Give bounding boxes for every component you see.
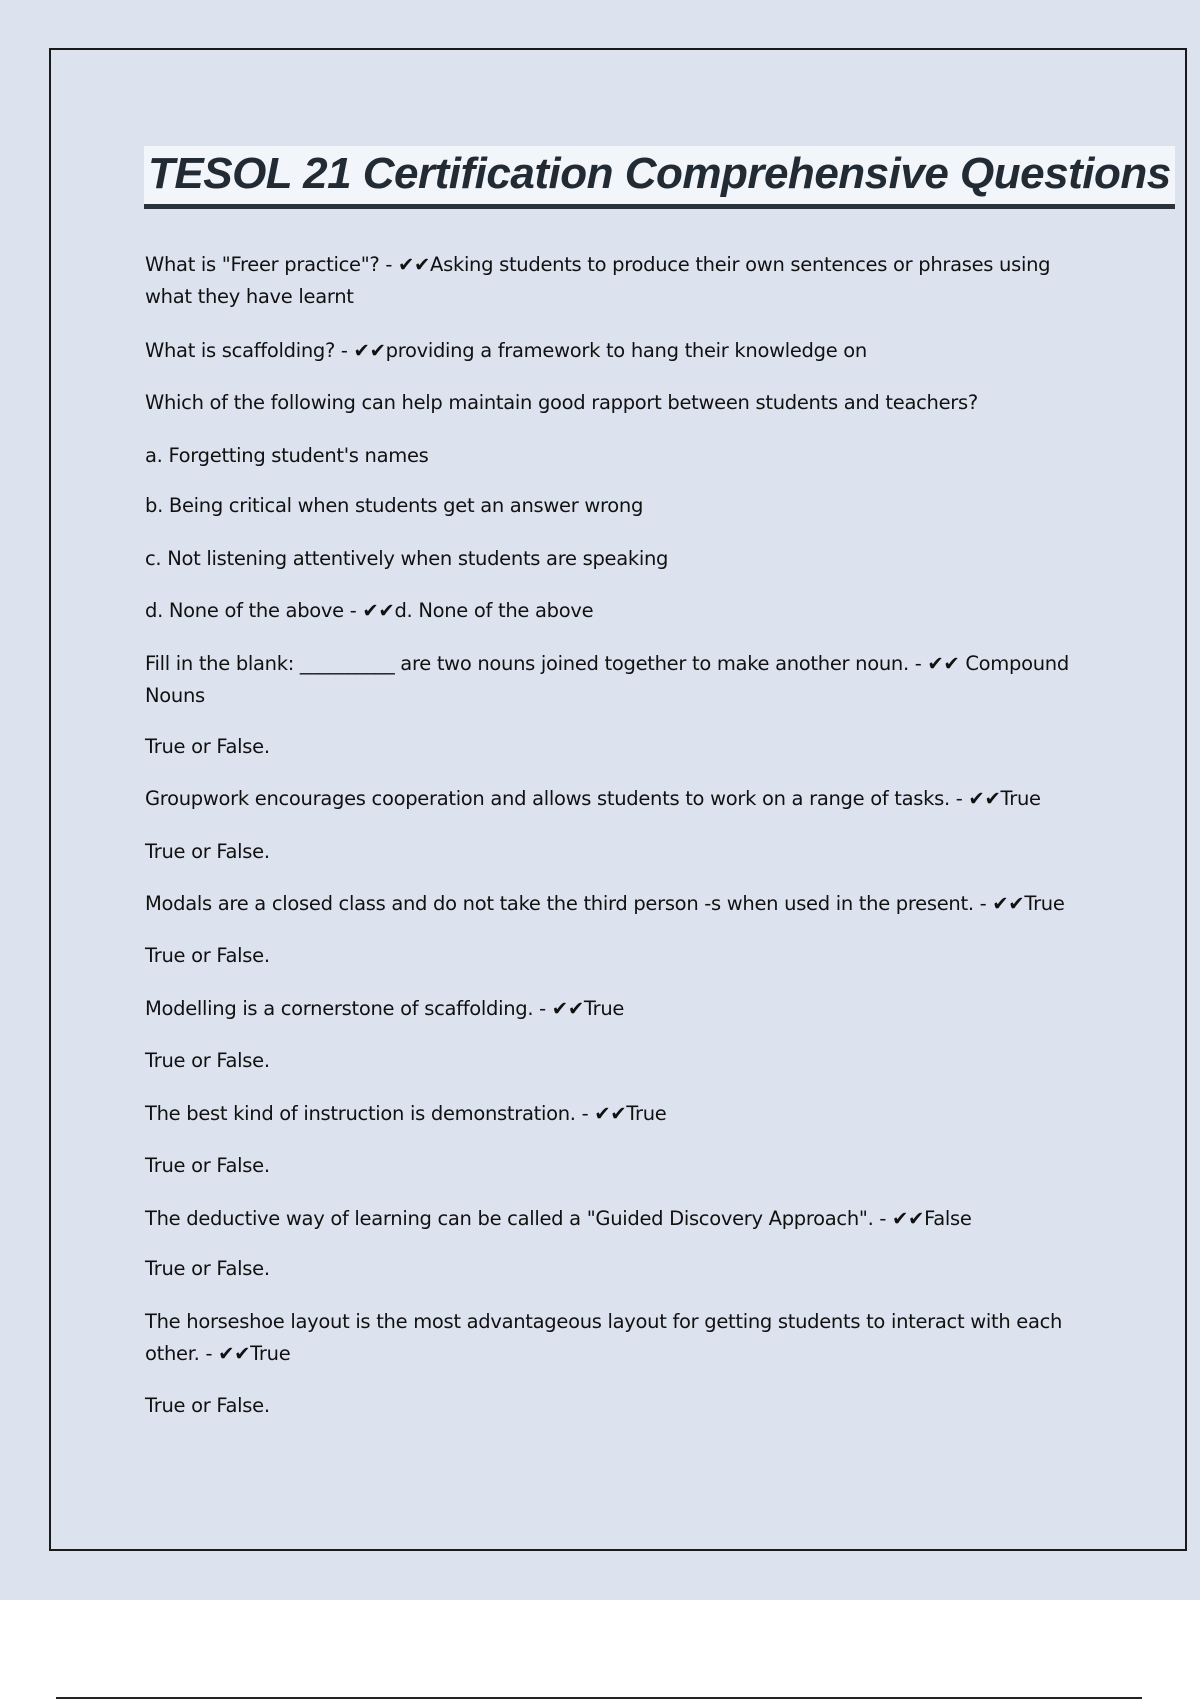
- text-line: Fill in the blank: __________ are two nouns joined together to make another noun. - ✔✔ Compound Nouns: [145, 652, 1069, 707]
- text-line: What is "Freer practice"? - ✔✔Asking students to produce their own sentences or phrases using what they have learnt: [145, 253, 1051, 308]
- text-line: Modelling is a cornerstone of scaffolding. - ✔✔True: [145, 997, 625, 1020]
- text-line: The horseshoe layout is the most advantageous layout for getting students to interact with each other. - ✔✔True: [145, 1310, 1063, 1365]
- footer-rule: [56, 1697, 1142, 1699]
- text-line: What is scaffolding? - ✔✔providing a framework to hang their knowledge on: [145, 339, 867, 362]
- text-line: The best kind of instruction is demonstration. - ✔✔True: [145, 1102, 667, 1125]
- text-line: Groupwork encourages cooperation and allows students to work on a range of tasks. - ✔✔True: [145, 787, 1041, 810]
- text-line: True or False.: [145, 1049, 270, 1072]
- text-line: True or False.: [145, 840, 270, 863]
- text-line: b. Being critical when students get an answer wrong: [145, 494, 644, 517]
- text-line: True or False.: [145, 1394, 270, 1417]
- text-line: a. Forgetting student's names: [145, 444, 429, 467]
- text-line: Modals are a closed class and do not take the third person -s when used in the present. - ✔✔True: [145, 892, 1065, 915]
- text-line: Which of the following can help maintain good rapport between students and teachers?: [145, 391, 978, 414]
- text-line: True or False.: [145, 735, 270, 758]
- text-line: True or False.: [145, 944, 270, 967]
- document-title: TESOL 21 Certification Comprehensive Questions: [144, 146, 1175, 209]
- text-line: True or False.: [145, 1257, 270, 1280]
- text-line: c. Not listening attentively when students are speaking: [145, 547, 669, 570]
- text-line: The deductive way of learning can be called a "Guided Discovery Approach". - ✔✔False: [145, 1207, 972, 1230]
- text-line: d. None of the above - ✔✔d. None of the above: [145, 599, 594, 622]
- text-line: True or False.: [145, 1154, 270, 1177]
